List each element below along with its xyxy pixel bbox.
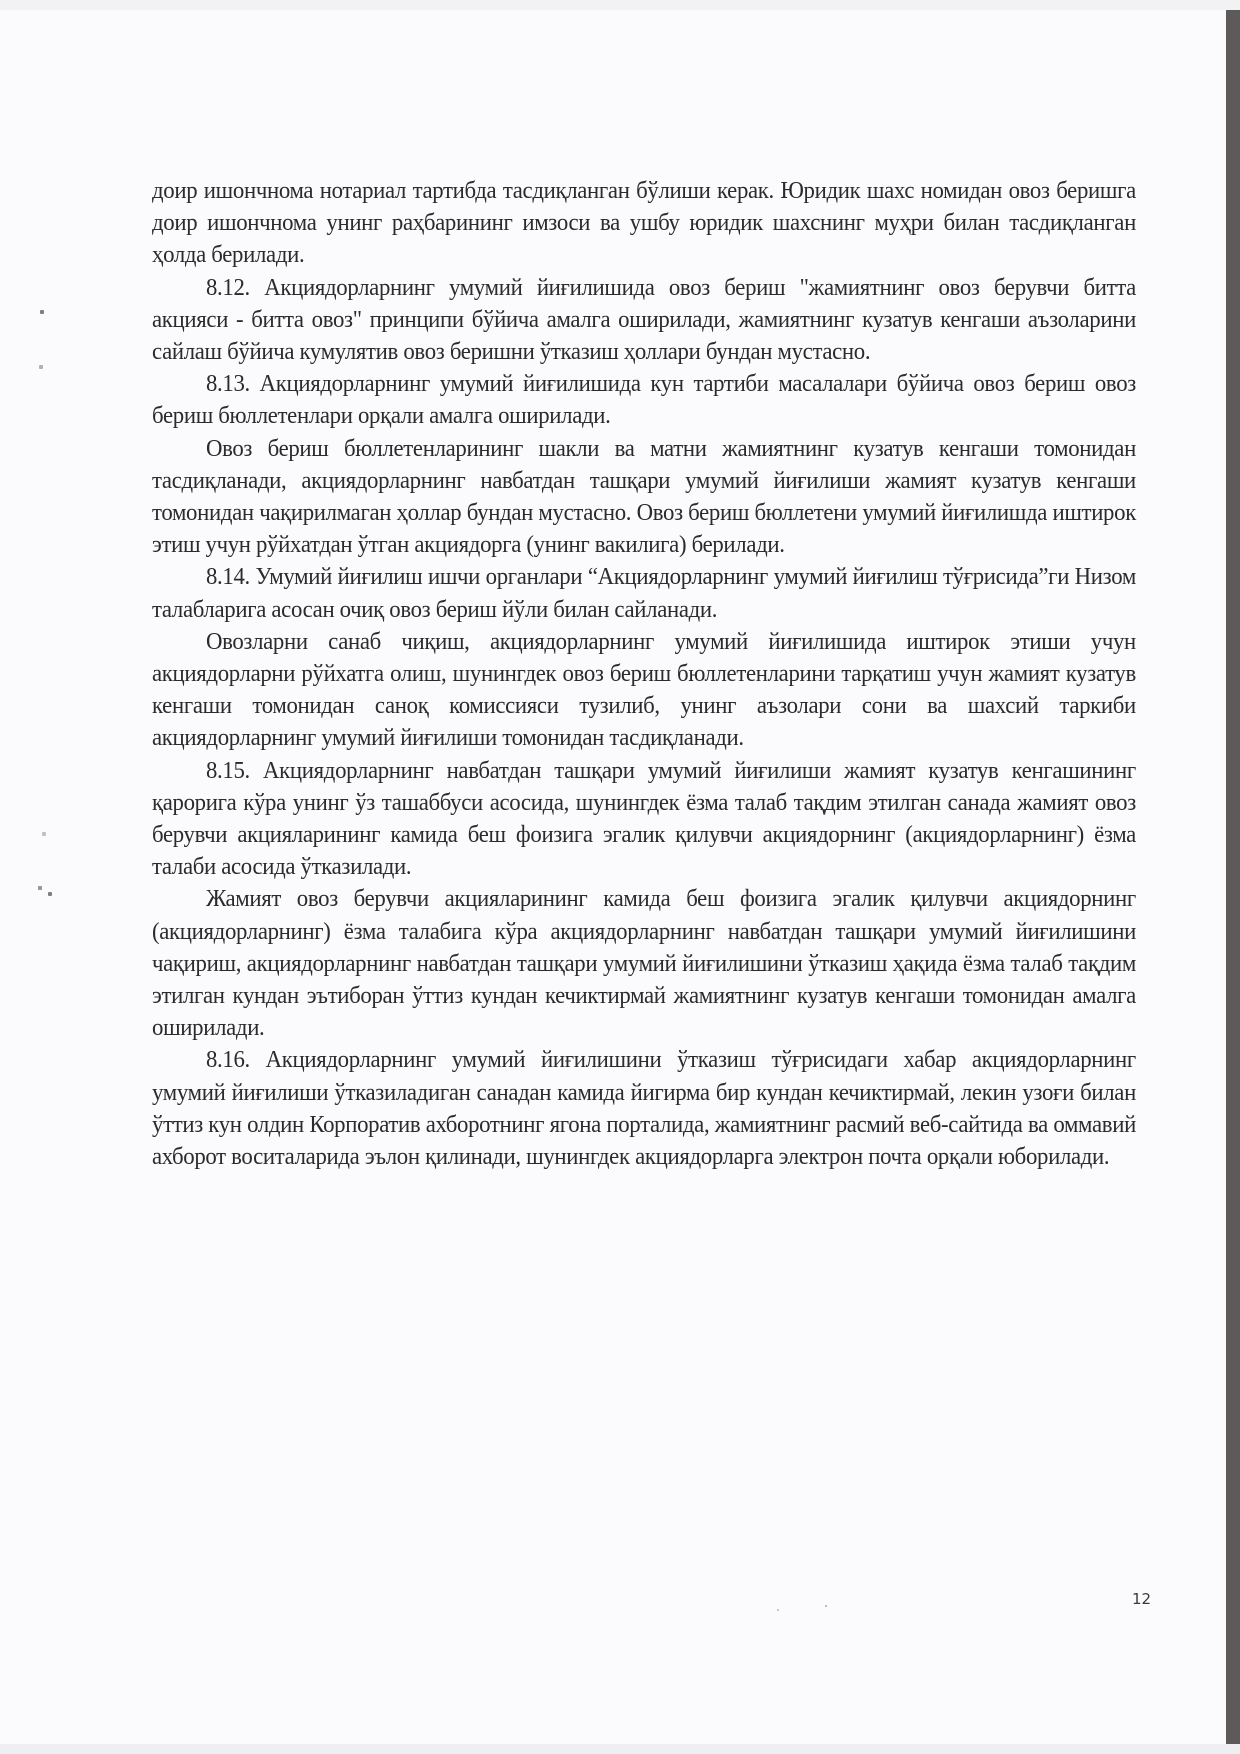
paragraph-8-15: 8.15. Акциядорларнинг навбатдан ташқари умумий йиғилиши жамият кузатув кенгашининг қарорига кўра унинг ўз ташаббуси асосида, шунингдек ёзма талаб тақдим этилган санада жамият овоз берувчи акцияларининг камида беш фоизига эгалик қилувчи акциядорнинг (акциядорларнинг) ёзма талаби асосида ўтказилади. — [152, 756, 1136, 881]
scan-edge-bottom — [0, 1744, 1240, 1754]
paragraph-8-12: 8.12. Акциядорларнинг умумий йиғилишида овоз бериш "жамиятнинг овоз берувчи битта акцияси - битта овоз" принципи бўйича амалга оширилади, жамиятнинг кузатув кенгаши аъзоларини сайлаш бўйича кумулятив овоз беришни ўтказиш ҳоллари бундан мустасно. — [152, 273, 1136, 366]
scan-speck — [48, 892, 52, 896]
scan-speck — [825, 1605, 827, 1607]
scan-speck — [40, 310, 44, 314]
scan-speck — [39, 365, 43, 369]
page-number: 12 — [1132, 1590, 1152, 1608]
paragraph-8-15-written-request: Жамият овоз берувчи акцияларининг камида беш фоизига эгалик қилувчи акциядорнинг (акциядорларнинг) ёзма талабига кўра акциядорларнинг навбатдан ташқари умумий йиғилишини чақириш, акциядорларнинг навбатдан ташқари умумий йиғилишини ўтказиш ҳақида ёзма талаб тақдим этилган кундан эътиборан ўттиз кундан кечиктирмай жамиятнинг кузатув кенгаши томонидан амалга оширилади. — [152, 885, 1136, 1042]
paragraph-8-13-ballots: Овоз бериш бюллетенларининг шакли ва матни жамиятнинг кузатув кенгаши томонидан тасдиқланади, акциядорларнинг навбатдан ташқари умумий йиғилиши жамият кузатув кенгаши томонидан чақирилмаган ҳоллар бундан мустасно. Овоз бериш бюллетени умумий йиғилишда иштирок этиш учун рўйхатдан ўтган акциядорга (унинг вакилига) берилади. — [152, 434, 1136, 559]
paragraph-8-14-counting-commission: Овозларни санаб чиқиш, акциядорларнинг умумий йиғилишида иштирок этиши учун акциядорларни рўйхатга олиш, шунингдек овоз бериш бюллетенларини тарқатиш учун жамият кузатув кенгаши томонидан саноқ комиссияси тузилиб, унинг аъзолари сони ва шахсий таркиби акциядорларнинг умумий йиғилиши томонидан тасдиқланади. — [152, 627, 1136, 752]
scan-edge-top — [0, 0, 1240, 10]
scan-speck — [42, 832, 46, 836]
paragraph-8-14: 8.14. Умумий йиғилиш ишчи органлари “Акциядорларнинг умумий йиғилиш тўғрисида”ги Низом талабларига асосан очиқ овоз бериш йўли билан сайланади. — [152, 563, 1136, 623]
scan-speck — [777, 1609, 779, 1611]
paragraph-continuation: доир ишончнома нотариал тартибда тасдиқланган бўлиши керак. Юридик шахс номидан овоз беришга доир ишончнома унинг раҳбарининг имзоси ва ушбу юридик шахснинг муҳри билан тасдиқланган ҳолда берилади. — [152, 177, 1136, 269]
scan-edge-right — [1226, 10, 1240, 1744]
paragraph-8-16: 8.16. Акциядорларнинг умумий йиғилишини ўтказиш тўғрисидаги хабар акциядорларнинг умумий йиғилиши ўтказиладиган санадан камида йигирма бир кундан кечиктирмай, лекин узоғи билан ўттиз кун олдин Корпоратив ахборотнинг ягона порталида, жамиятнинг расмий веб-сайтида ва оммавий ахборот воситаларида эълон қилинади, шунингдек акциядорларга электрон почта орқали юборилади. — [152, 1046, 1136, 1171]
scan-speck — [38, 886, 42, 890]
document-body — [152, 175, 1136, 1173]
paragraph-8-13: 8.13. Акциядорларнинг умумий йиғилишида кун тартиби масалалари бўйича овоз бериш овоз бериш бюллетенлари орқали амалга оширилади. — [152, 370, 1136, 430]
